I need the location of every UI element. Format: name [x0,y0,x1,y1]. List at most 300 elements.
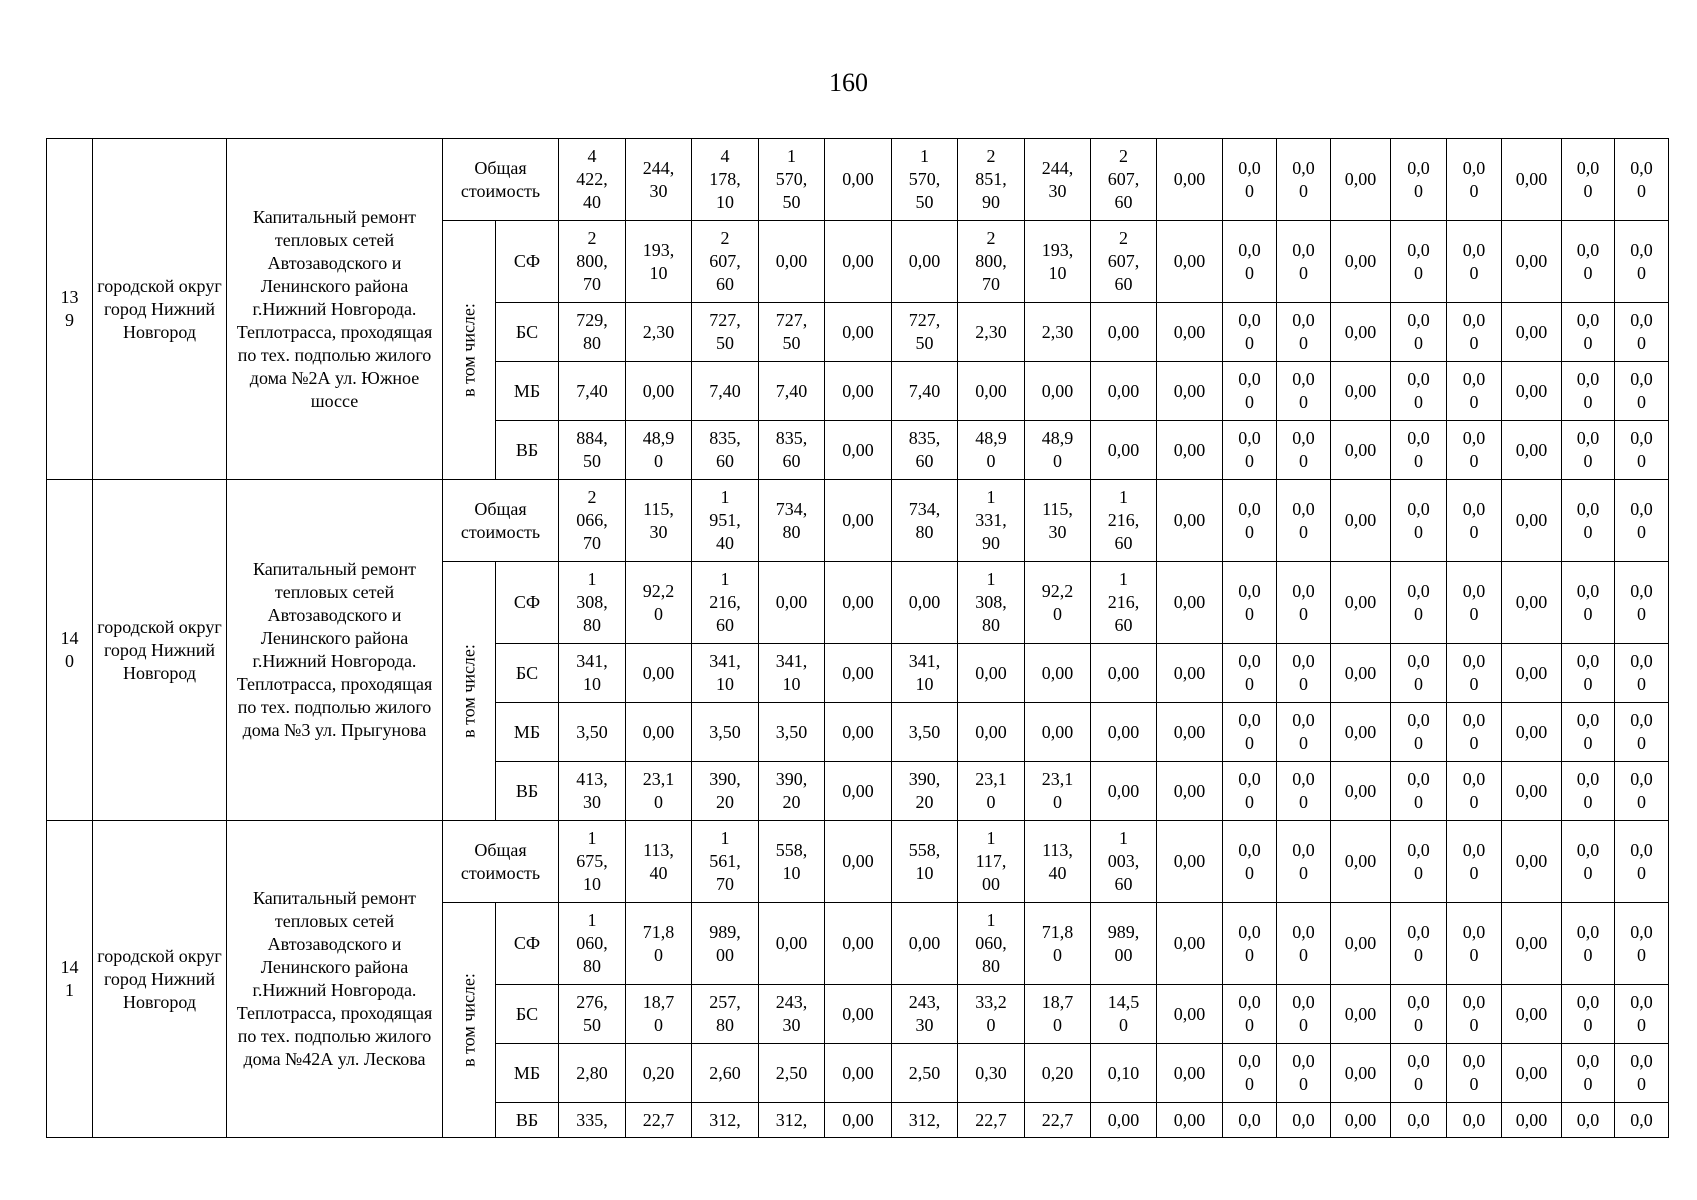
value-cell: 48,9 0 [626,421,692,480]
value-cell: 0,0 0 [1223,421,1277,480]
value-cell: 0,00 [626,644,692,703]
value-cell: 341, 10 [759,644,825,703]
value-cell: 0,00 [1502,362,1562,421]
value-cell: 0,0 0 [1615,762,1669,821]
value-cell: 0,0 0 [1223,562,1277,644]
value-cell: 0,0 0 [1615,362,1669,421]
value-cell: 0,0 0 [1447,303,1502,362]
total-value-cell: 1 216, 60 [1091,480,1157,562]
value-cell: 0,00 [1502,303,1562,362]
value-cell: 3,50 [559,703,626,762]
total-value-cell: 115, 30 [626,480,692,562]
value-cell: 0,0 0 [1391,362,1447,421]
value-cell: 257, 80 [692,985,759,1044]
value-cell: 7,40 [559,362,626,421]
total-value-cell: 0,0 0 [1391,480,1447,562]
value-cell: 2,30 [626,303,692,362]
value-cell: 2 800, 70 [958,221,1025,303]
total-value-cell: 4 422, 40 [559,139,626,221]
value-cell: 0,00 [1502,1103,1562,1138]
value-cell: 0,0 0 [1223,762,1277,821]
value-cell: 0,0 0 [1277,303,1331,362]
value-cell: 0,00 [1157,362,1223,421]
value-cell: 1 308, 80 [958,562,1025,644]
value-cell: 0,00 [1157,1044,1223,1103]
value-cell: 0,0 0 [1277,703,1331,762]
value-cell: 0,00 [759,903,825,985]
project-total-row [47,139,1669,221]
value-cell: 2,50 [759,1044,825,1103]
value-cell: 0,00 [1157,562,1223,644]
value-cell: 0,0 0 [1615,903,1669,985]
project-number: 13 9 [47,139,93,480]
value-cell: 22,7 [1025,1103,1091,1138]
value-cell: 0,00 [825,703,892,762]
total-value-cell: 1 331, 90 [958,480,1025,562]
funding-source-code: СФ [496,221,559,303]
total-value-cell: 1 951, 40 [692,480,759,562]
value-cell: 0,00 [1025,703,1091,762]
total-value-cell: 0,00 [1157,821,1223,903]
total-value-cell: 0,00 [1157,480,1223,562]
funding-source-code: СФ [496,562,559,644]
total-value-cell: 0,0 0 [1562,480,1615,562]
value-cell: 0,00 [1331,703,1391,762]
value-cell: 0,00 [1331,362,1391,421]
total-value-cell: 0,0 0 [1615,139,1669,221]
value-cell: 0,0 0 [1277,762,1331,821]
value-cell: 0,0 0 [1615,644,1669,703]
value-cell: 0,00 [1025,362,1091,421]
value-cell: 0,0 0 [1223,221,1277,303]
total-value-cell: 0,00 [825,821,892,903]
value-cell: 0,0 0 [1391,703,1447,762]
total-value-cell: 558, 10 [892,821,958,903]
total-value-cell: 244, 30 [626,139,692,221]
value-cell: 0,0 0 [1562,703,1615,762]
value-cell: 2,80 [559,1044,626,1103]
value-cell: 0,00 [825,1103,892,1138]
value-cell: 390, 20 [892,762,958,821]
total-value-cell: 734, 80 [892,480,958,562]
total-cost-label: Общая стоимость [443,139,559,221]
value-cell: 0,00 [759,562,825,644]
total-value-cell: 0,0 0 [1277,139,1331,221]
total-value-cell: 0,0 0 [1277,821,1331,903]
value-cell: 7,40 [892,362,958,421]
value-cell: 0,0 0 [1615,985,1669,1044]
total-value-cell: 0,00 [825,139,892,221]
project-total-row [47,480,1669,562]
total-value-cell: 0,0 0 [1562,139,1615,221]
total-value-cell: 0,0 0 [1223,480,1277,562]
value-cell: 0,10 [1091,1044,1157,1103]
including-label: в том числе: [458,303,479,397]
value-cell: 0,00 [1091,362,1157,421]
value-cell: 0,0 0 [1391,562,1447,644]
value-cell: 390, 20 [759,762,825,821]
value-cell: 0,0 0 [1562,762,1615,821]
project-total-row [47,821,1669,903]
value-cell: 341, 10 [692,644,759,703]
value-cell: 243, 30 [892,985,958,1044]
value-cell: 0,00 [1157,903,1223,985]
value-cell: 18,7 0 [1025,985,1091,1044]
value-cell: 989, 00 [692,903,759,985]
value-cell: 0,0 0 [1615,421,1669,480]
value-cell: 23,1 0 [1025,762,1091,821]
value-cell: 0,00 [1502,1044,1562,1103]
value-cell: 884, 50 [559,421,626,480]
value-cell: 0,0 0 [1562,421,1615,480]
value-cell: 0,0 0 [1447,703,1502,762]
total-cost-label: Общая стоимость [443,821,559,903]
funding-source-code: БС [496,985,559,1044]
project-description: Капитальный ремонт тепловых сетей Автозаводского и Ленинского района г.Нижний Новгорода. Теплотрасса, проходящая по тех. подполью жилого дома №42А ул. Лескова [227,821,443,1138]
total-value-cell: 2 066, 70 [559,480,626,562]
value-cell: 0,00 [1091,303,1157,362]
value-cell: 0,00 [1502,421,1562,480]
value-cell: 0,30 [958,1044,1025,1103]
value-cell: 0,00 [1331,1044,1391,1103]
value-cell: 341, 10 [892,644,958,703]
value-cell: 2,50 [892,1044,958,1103]
total-value-cell: 0,00 [1331,821,1391,903]
total-value-cell: 113, 40 [626,821,692,903]
value-cell: 0,0 [1391,1103,1447,1138]
value-cell: 0,00 [892,221,958,303]
value-cell: 0,00 [825,303,892,362]
total-value-cell: 2 607, 60 [1091,139,1157,221]
value-cell: 48,9 0 [1025,421,1091,480]
total-value-cell: 0,00 [1331,480,1391,562]
value-cell: 0,0 0 [1615,703,1669,762]
funding-source-code: ВБ [496,762,559,821]
value-cell: 0,00 [1157,644,1223,703]
value-cell: 0,0 0 [1447,562,1502,644]
value-cell: 0,0 [1615,1103,1669,1138]
value-cell: 835, 60 [692,421,759,480]
total-value-cell: 1 675, 10 [559,821,626,903]
value-cell: 3,50 [759,703,825,762]
value-cell: 0,0 0 [1562,644,1615,703]
total-value-cell: 0,0 0 [1277,480,1331,562]
project-number: 14 0 [47,480,93,821]
value-cell: 0,00 [1091,421,1157,480]
value-cell: 0,0 0 [1447,421,1502,480]
value-cell: 48,9 0 [958,421,1025,480]
value-cell: 0,00 [1091,1103,1157,1138]
value-cell: 0,20 [626,1044,692,1103]
value-cell: 2,30 [1025,303,1091,362]
value-cell: 33,2 0 [958,985,1025,1044]
value-cell: 0,00 [892,562,958,644]
value-cell: 0,00 [1502,985,1562,1044]
total-value-cell: 0,0 0 [1223,821,1277,903]
value-cell: 2 607, 60 [692,221,759,303]
value-cell: 312, [692,1103,759,1138]
value-cell: 0,00 [626,362,692,421]
project-description: Капитальный ремонт тепловых сетей Автозаводского и Ленинского района г.Нижний Новгорода. Теплотрасса, проходящая по тех. подполью жилого дома №3 ул. Прыгунова [227,480,443,821]
value-cell: 0,00 [825,421,892,480]
value-cell: 0,00 [626,703,692,762]
value-cell: 0,00 [1331,1103,1391,1138]
value-cell: 0,00 [825,1044,892,1103]
value-cell: 0,0 [1562,1103,1615,1138]
total-value-cell: 0,00 [1157,139,1223,221]
total-value-cell: 0,00 [1331,139,1391,221]
total-value-cell: 0,0 0 [1391,139,1447,221]
value-cell: 0,00 [1157,221,1223,303]
value-cell: 0,00 [1502,562,1562,644]
value-cell: 0,00 [1157,985,1223,1044]
funding-source-code: ВБ [496,421,559,480]
value-cell: 0,0 0 [1562,362,1615,421]
value-cell: 0,00 [759,221,825,303]
including-label-cell [443,221,496,480]
value-cell: 0,0 0 [1447,762,1502,821]
value-cell: 0,00 [1502,221,1562,303]
value-cell: 0,0 0 [1615,1044,1669,1103]
value-cell: 0,00 [958,362,1025,421]
value-cell: 0,00 [825,903,892,985]
value-cell: 0,00 [1025,644,1091,703]
value-cell: 0,0 0 [1447,221,1502,303]
funding-source-code: СФ [496,903,559,985]
value-cell: 0,00 [1331,762,1391,821]
value-cell: 0,00 [1331,221,1391,303]
value-cell: 0,0 0 [1277,644,1331,703]
value-cell: 0,00 [1331,562,1391,644]
value-cell: 193, 10 [626,221,692,303]
value-cell: 0,00 [825,762,892,821]
value-cell: 0,00 [825,221,892,303]
value-cell: 0,00 [1331,644,1391,703]
value-cell: 0,00 [825,562,892,644]
value-cell: 0,0 0 [1277,903,1331,985]
value-cell: 0,0 0 [1447,362,1502,421]
value-cell: 0,00 [892,903,958,985]
value-cell: 1 216, 60 [692,562,759,644]
value-cell: 193, 10 [1025,221,1091,303]
total-value-cell: 0,0 0 [1391,821,1447,903]
total-value-cell: 244, 30 [1025,139,1091,221]
including-label: в том числе: [458,973,479,1067]
value-cell: 0,0 0 [1562,985,1615,1044]
total-value-cell: 734, 80 [759,480,825,562]
value-cell: 1 060, 80 [559,903,626,985]
value-cell: 0,00 [1331,985,1391,1044]
value-cell: 0,0 0 [1223,362,1277,421]
value-cell: 0,00 [1091,644,1157,703]
value-cell: 0,0 0 [1277,221,1331,303]
value-cell: 0,0 0 [1223,644,1277,703]
value-cell: 0,00 [1331,303,1391,362]
value-cell: 0,0 0 [1615,303,1669,362]
funding-source-code: МБ [496,362,559,421]
funding-source-code: БС [496,644,559,703]
value-cell: 0,00 [825,644,892,703]
value-cell: 727, 50 [759,303,825,362]
value-cell: 18,7 0 [626,985,692,1044]
value-cell: 0,00 [1157,421,1223,480]
value-cell: 0,0 0 [1277,421,1331,480]
value-cell: 0,0 0 [1391,644,1447,703]
including-label: в том числе: [458,644,479,738]
value-cell: 1 060, 80 [958,903,1025,985]
value-cell: 0,00 [825,985,892,1044]
total-value-cell: 0,0 0 [1615,821,1669,903]
value-cell: 0,0 0 [1223,1044,1277,1103]
total-value-cell: 2 851, 90 [958,139,1025,221]
value-cell: 22,7 [626,1103,692,1138]
value-cell: 0,0 0 [1562,562,1615,644]
including-label-cell [443,903,496,1138]
value-cell: 0,0 0 [1447,903,1502,985]
total-value-cell: 113, 40 [1025,821,1091,903]
funding-source-code: БС [496,303,559,362]
value-cell: 2 607, 60 [1091,221,1157,303]
total-value-cell: 558, 10 [759,821,825,903]
value-cell: 989, 00 [1091,903,1157,985]
value-cell: 14,5 0 [1091,985,1157,1044]
value-cell: 7,40 [692,362,759,421]
value-cell: 92,2 0 [1025,562,1091,644]
value-cell: 1 308, 80 [559,562,626,644]
value-cell: 835, 60 [892,421,958,480]
value-cell: 0,20 [1025,1044,1091,1103]
value-cell: 71,8 0 [626,903,692,985]
project-number: 14 1 [47,821,93,1138]
value-cell: 0,0 0 [1562,1044,1615,1103]
value-cell: 2,60 [692,1044,759,1103]
total-value-cell: 1 561, 70 [692,821,759,903]
value-cell: 0,0 0 [1277,1044,1331,1103]
value-cell: 0,0 0 [1391,985,1447,1044]
value-cell: 1 216, 60 [1091,562,1157,644]
value-cell: 0,00 [1091,762,1157,821]
value-cell: 0,00 [1502,644,1562,703]
value-cell: 0,00 [1157,1103,1223,1138]
page-number: 160 [829,68,868,97]
value-cell: 0,00 [1157,703,1223,762]
value-cell: 243, 30 [759,985,825,1044]
value-cell: 390, 20 [692,762,759,821]
funding-source-code: МБ [496,703,559,762]
budget-table [46,138,1669,1138]
value-cell: 0,00 [958,703,1025,762]
value-cell: 71,8 0 [1025,903,1091,985]
total-value-cell: 0,00 [825,480,892,562]
value-cell: 835, 60 [759,421,825,480]
value-cell: 22,7 [958,1103,1025,1138]
value-cell: 341, 10 [559,644,626,703]
total-value-cell: 0,00 [1502,480,1562,562]
municipality-cell: городской округ город Нижний Новгород [93,821,227,1138]
value-cell: 0,0 0 [1391,762,1447,821]
value-cell: 0,0 0 [1615,562,1669,644]
value-cell: 0,00 [1091,703,1157,762]
value-cell: 0,00 [825,362,892,421]
total-value-cell: 0,0 0 [1447,480,1502,562]
value-cell: 0,0 0 [1562,903,1615,985]
value-cell: 2 800, 70 [559,221,626,303]
value-cell: 335, [559,1103,626,1138]
funding-source-code: МБ [496,1044,559,1103]
value-cell: 23,1 0 [626,762,692,821]
value-cell: 0,00 [1502,703,1562,762]
value-cell: 2,30 [958,303,1025,362]
value-cell: 0,0 0 [1615,221,1669,303]
value-cell: 729, 80 [559,303,626,362]
value-cell: 23,1 0 [958,762,1025,821]
total-value-cell: 1 117, 00 [958,821,1025,903]
total-value-cell: 0,0 0 [1223,139,1277,221]
value-cell: 0,00 [958,644,1025,703]
value-cell: 7,40 [759,362,825,421]
value-cell: 0,0 0 [1223,703,1277,762]
value-cell: 276, 50 [559,985,626,1044]
value-cell: 0,0 0 [1562,221,1615,303]
value-cell: 0,00 [1157,762,1223,821]
total-value-cell: 115, 30 [1025,480,1091,562]
value-cell: 0,0 [1277,1103,1331,1138]
value-cell: 0,0 0 [1223,903,1277,985]
total-value-cell: 4 178, 10 [692,139,759,221]
value-cell: 0,0 0 [1447,985,1502,1044]
total-value-cell: 0,00 [1502,139,1562,221]
total-value-cell: 1 003, 60 [1091,821,1157,903]
value-cell: 0,0 0 [1447,644,1502,703]
value-cell: 92,2 0 [626,562,692,644]
value-cell: 0,0 0 [1277,362,1331,421]
total-value-cell: 0,0 0 [1447,821,1502,903]
municipality-cell: городской округ город Нижний Новгород [93,139,227,480]
total-value-cell: 1 570, 50 [759,139,825,221]
value-cell: 0,0 0 [1391,903,1447,985]
value-cell: 0,0 [1223,1103,1277,1138]
municipality-cell: городской округ город Нижний Новгород [93,480,227,821]
total-value-cell: 0,00 [1502,821,1562,903]
value-cell: 0,00 [1157,303,1223,362]
value-cell: 3,50 [692,703,759,762]
value-cell: 0,0 0 [1223,985,1277,1044]
value-cell: 0,0 0 [1223,303,1277,362]
project-description: Капитальный ремонт тепловых сетей Автозаводского и Ленинского района г.Нижний Новгорода. Теплотрасса, проходящая по тех. подполью жилого дома №2А ул. Южное шоссе [227,139,443,480]
value-cell: 312, [892,1103,958,1138]
total-value-cell: 0,0 0 [1562,821,1615,903]
value-cell: 312, [759,1103,825,1138]
value-cell: 0,0 0 [1391,421,1447,480]
value-cell: 727, 50 [892,303,958,362]
value-cell: 0,0 0 [1277,562,1331,644]
value-cell: 0,0 0 [1277,985,1331,1044]
value-cell: 727, 50 [692,303,759,362]
value-cell: 0,00 [1331,421,1391,480]
value-cell: 0,0 0 [1391,221,1447,303]
value-cell: 0,00 [1331,903,1391,985]
total-value-cell: 0,0 0 [1447,139,1502,221]
value-cell: 0,0 0 [1447,1044,1502,1103]
value-cell: 0,0 [1447,1103,1502,1138]
funding-source-code: ВБ [496,1103,559,1138]
total-value-cell: 1 570, 50 [892,139,958,221]
value-cell: 0,00 [1502,903,1562,985]
value-cell: 0,00 [1502,762,1562,821]
value-cell: 0,0 0 [1391,303,1447,362]
including-label-cell [443,562,496,821]
value-cell: 3,50 [892,703,958,762]
